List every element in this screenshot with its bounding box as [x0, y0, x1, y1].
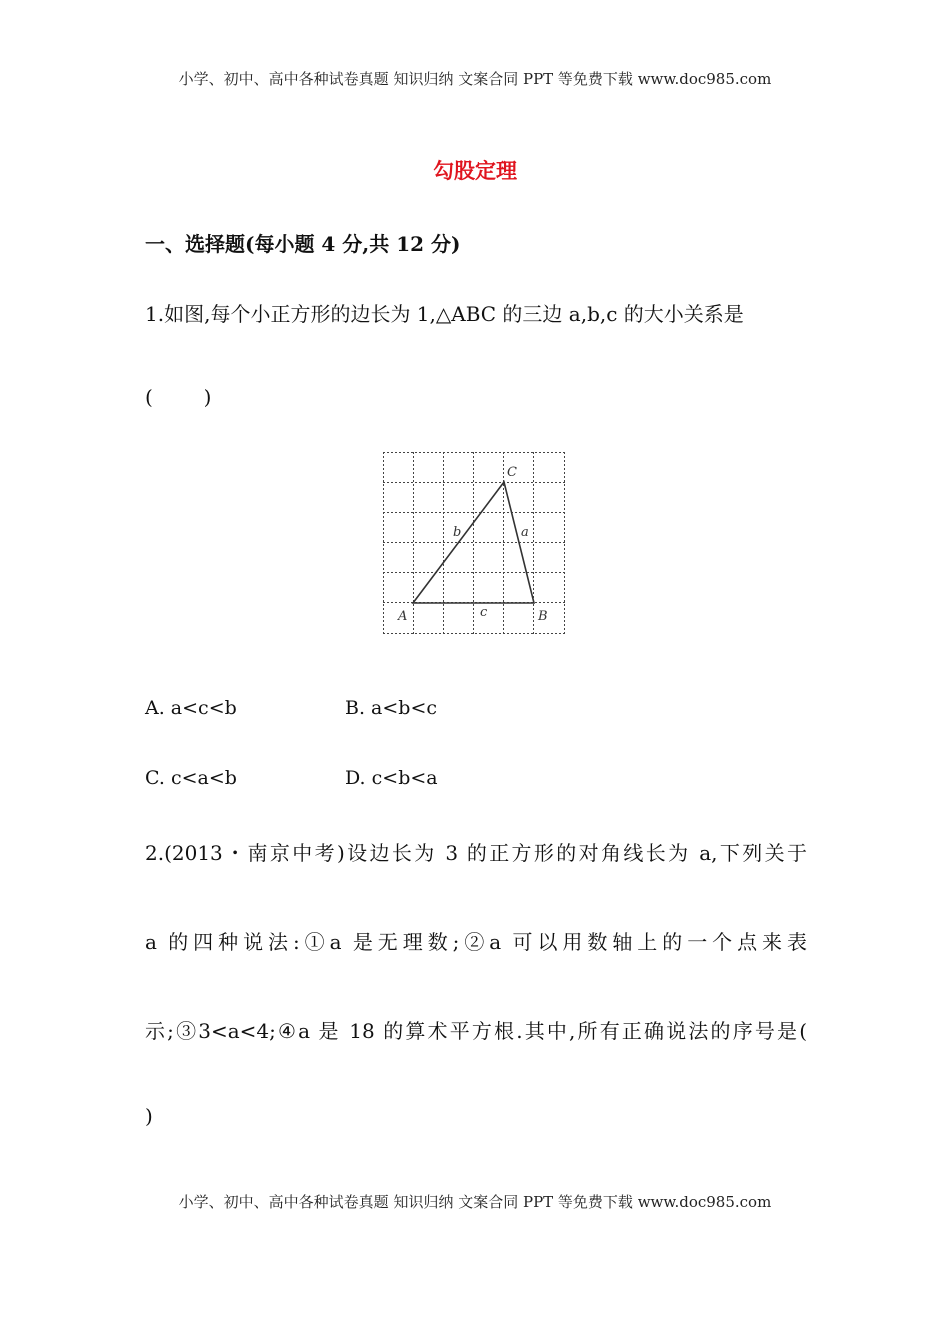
vertex-label-b: B [538, 609, 548, 624]
grid-lines [383, 452, 565, 634]
question-2-line-1: 2.(2013・南京中考)设边长为 3 的正方形的对角线长为 a,下列关于 [145, 841, 807, 865]
option-d: D. c<b<a [345, 767, 438, 789]
side-label-a: a [521, 525, 529, 540]
page-footer: 小学、初中、高中各种试卷真题 知识归纳 文案合同 PPT 等免费下载 www.doc985.com [178, 1193, 772, 1211]
question-1-answer-bracket: ( ) [145, 385, 212, 409]
page-title: 勾股定理 [433, 158, 517, 183]
page-header: 小学、初中、高中各种试卷真题 知识归纳 文案合同 PPT 等免费下载 www.doc985.com [178, 70, 772, 88]
question-2-line-2: a 的四种说法:①a 是无理数;②a 可以用数轴上的一个点来表 [145, 930, 807, 954]
question-2-line-4: ) [145, 1104, 153, 1128]
triangle-grid-figure [383, 452, 566, 635]
option-a: A. a<c<b [145, 697, 237, 719]
option-b: B. a<b<c [345, 697, 438, 719]
vertex-label-c: C [507, 465, 517, 480]
side-label-c: c [480, 605, 488, 620]
option-c: C. c<a<b [145, 767, 237, 789]
question-2-line-3: 示;③3<a<4;④a 是 18 的算术平方根.其中,所有正确说法的序号是( [145, 1019, 807, 1043]
question-1-line-1: 1.如图,每个小正方形的边长为 1,△ABC 的三边 a,b,c 的大小关系是 [145, 302, 744, 326]
section-title: 一、选择题(每小题 4 分,共 12 分) [145, 232, 461, 256]
side-label-b: b [453, 525, 462, 540]
vertex-label-a: A [398, 609, 408, 624]
